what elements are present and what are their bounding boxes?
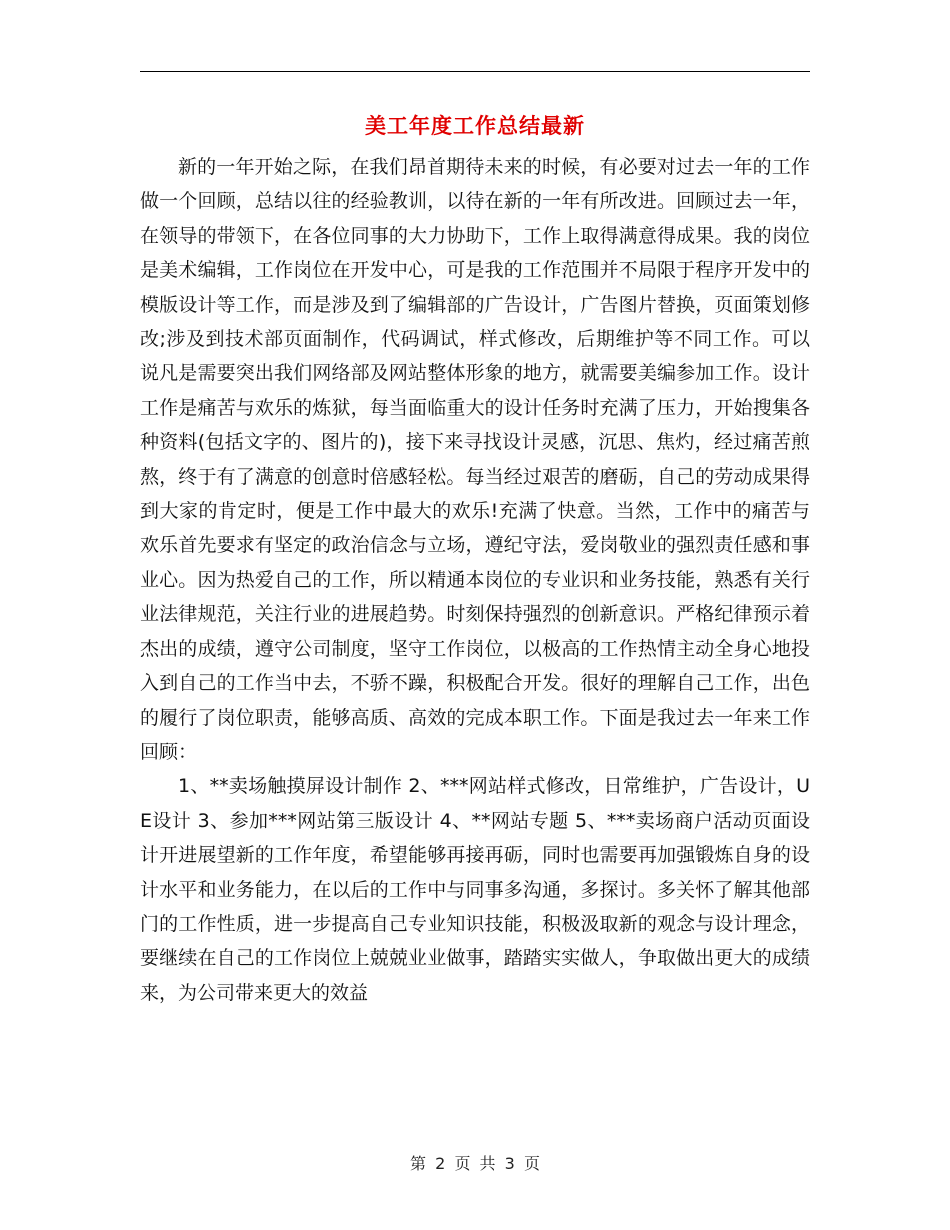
footer-prefix: 第 bbox=[410, 1154, 427, 1173]
footer-page-word: 页 bbox=[454, 1154, 471, 1173]
paragraph-intro: 新的一年开始之际，在我们昂首期待未来的时候，有必要对过去一年的工作做一个回顾，总结以往的经验教训，以待在新的一年有所改进。回顾过去一年，在领导的带领下，在各位同事的大力协助下，工作上取得满意得成果。我的岗位是美术编辑，工作岗位在开发中心，可是我的工作范围并不局限于程序开发中的模版设计等工作，而是涉及到了编辑部的广告设计，广告图片替换，页面策划修改;涉及到技术部页面制作，代码调试，样式修改，后期维护等不同工作。可以说凡是需要突出我们网络部及网站整体形象的地方，就需要美编参加工作。设计工作是痛苦与欢乐的炼狱，每当面临重大的设计任务时充满了压力，开始搜集各种资料(包括文字的、图片的)，接下来寻找设计灵感，沉思、焦灼，经过痛苦煎熬，终于有了满意的创意时倍感轻松。每当经过艰苦的磨砺，自己的劳动成果得到大家的肯定时，便是工作中最大的欢乐!充满了快意。当然，工作中的痛苦与欢乐首先要求有坚定的政治信念与立场，遵纪守法，爱岗敬业的强烈责任感和事业心。因为热爱自己的工作，所以精通本岗位的专业识和业务技能，熟悉有关行业法律规范，关注行业的进展趋势。时刻保持强烈的创新意识。严格纪律预示着杰出的成绩，遵守公司制度，坚守工作岗位，以极高的工作热情主动全身心地投入到自己的工作当中去，不骄不躁，积极配合开发。很好的理解自己工作，出色的履行了岗位职责，能够高质、高效的完成本职工作。下面是我过去一年来工作回顾： bbox=[140, 156, 810, 763]
paragraph-work-review: 1、**卖场触摸屏设计制作 2、***网站样式修改，日常维护，广告设计，UE设计 3、参加***网站第三版设计 4、**网站专题 5、***卖场商户活动页面设计开进展望新的工作年度，希望能够再接再砺，同时也需要再加强锻炼自身的设计水平和业务能力，在以后的工作中与同事多沟通，多探讨。多关怀了解其他部门的工作性质，进一步提高自己专业知识技能，积极汲取新的观念与设计理念，要继续在自己的工作岗位上兢兢业业做事，踏踏实实做人，争取做出更大的成绩来，为公司带来更大的效益 bbox=[140, 775, 810, 1004]
header-rule bbox=[140, 71, 810, 72]
footer-total-word: 共 bbox=[479, 1154, 496, 1173]
footer-page-number: 2 bbox=[435, 1154, 446, 1173]
page-footer bbox=[0, 1153, 950, 1175]
footer-suffix: 页 bbox=[523, 1154, 540, 1173]
document-body bbox=[140, 150, 810, 1010]
document-title: 美工年度工作总结最新 bbox=[365, 114, 585, 138]
footer-total-pages: 3 bbox=[504, 1154, 515, 1173]
